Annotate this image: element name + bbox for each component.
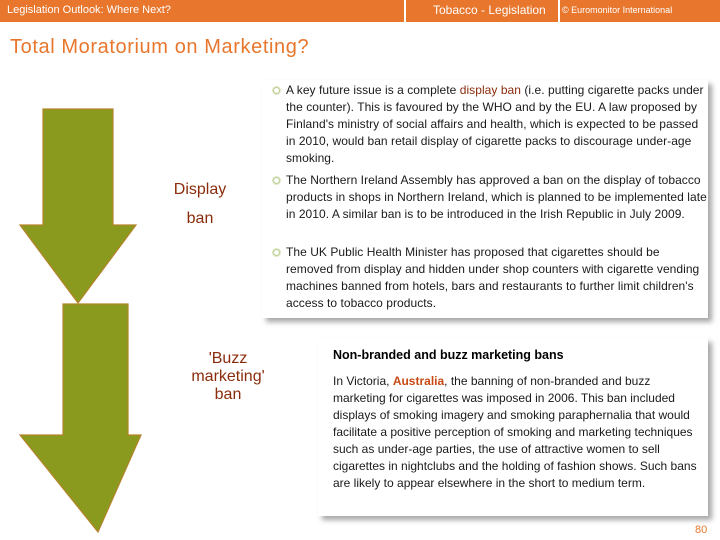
down-arrow-icon (18, 105, 143, 310)
bullet-text: The Northern Ireland Assembly has approved a ban on the display of tobacco products in shops in Northern Ireland, which is planned to be implemented late in 2010. A similar ban is to be introduced in the Irish Republic in July 2009. (286, 173, 707, 221)
display-ban-label: Display ban (173, 181, 227, 227)
buzz-marketing-box (318, 338, 708, 516)
header-divider (558, 0, 560, 22)
presentation-title: Legislation Outlook: Where Next? (7, 4, 171, 16)
bullet-icon (272, 248, 281, 257)
header-bar (0, 0, 720, 22)
section-title: Tobacco - Legislation (433, 3, 546, 17)
page-number: 80 (695, 524, 708, 536)
bullet-icon (272, 176, 281, 185)
box-heading: Non-branded and buzz marketing bans (333, 348, 564, 362)
slide-title: Total Moratorium on Marketing? (10, 36, 310, 58)
bullet-text: The UK Public Health Minister has proposed that cigarettes should be removed from display and hidden under shop counters with cigarette vending machines banned from hotels, bars and restaurants to further limit children's access to tobacco products. (286, 245, 700, 310)
copyright: © Euromonitor International (562, 5, 673, 15)
display-ban-box (262, 80, 708, 318)
header-divider (404, 0, 406, 22)
bullet-icon (272, 86, 281, 95)
buzz-marketing-ban-label: 'Buzz marketing' ban (191, 350, 265, 403)
box-text: In Victoria, Australia, the banning of non-branded and buzz marketing for cigarettes was imposed in 2006. This ban included displays of smoking imagery and smoking paraphernalia that would facilitate a positive perception of smoking and marketing techniques such as under-age parties, the use of attractive women to sell cigarettes in nightclubs and the holding of fashion shows. Such bans are likely to appear elsewhere in the short to medium term. (333, 374, 697, 490)
bullet-text: A key future issue is a complete display ban (i.e. putting cigarette packs under the counter). This is favoured by the WHO and by the EU. A law proposed by Finland's ministry of social affairs and health, which is expected to be passed in 2010, would ban retail display of cigarette packs to discourage under-age smoking. (286, 83, 704, 165)
down-arrow-icon (18, 300, 143, 540)
